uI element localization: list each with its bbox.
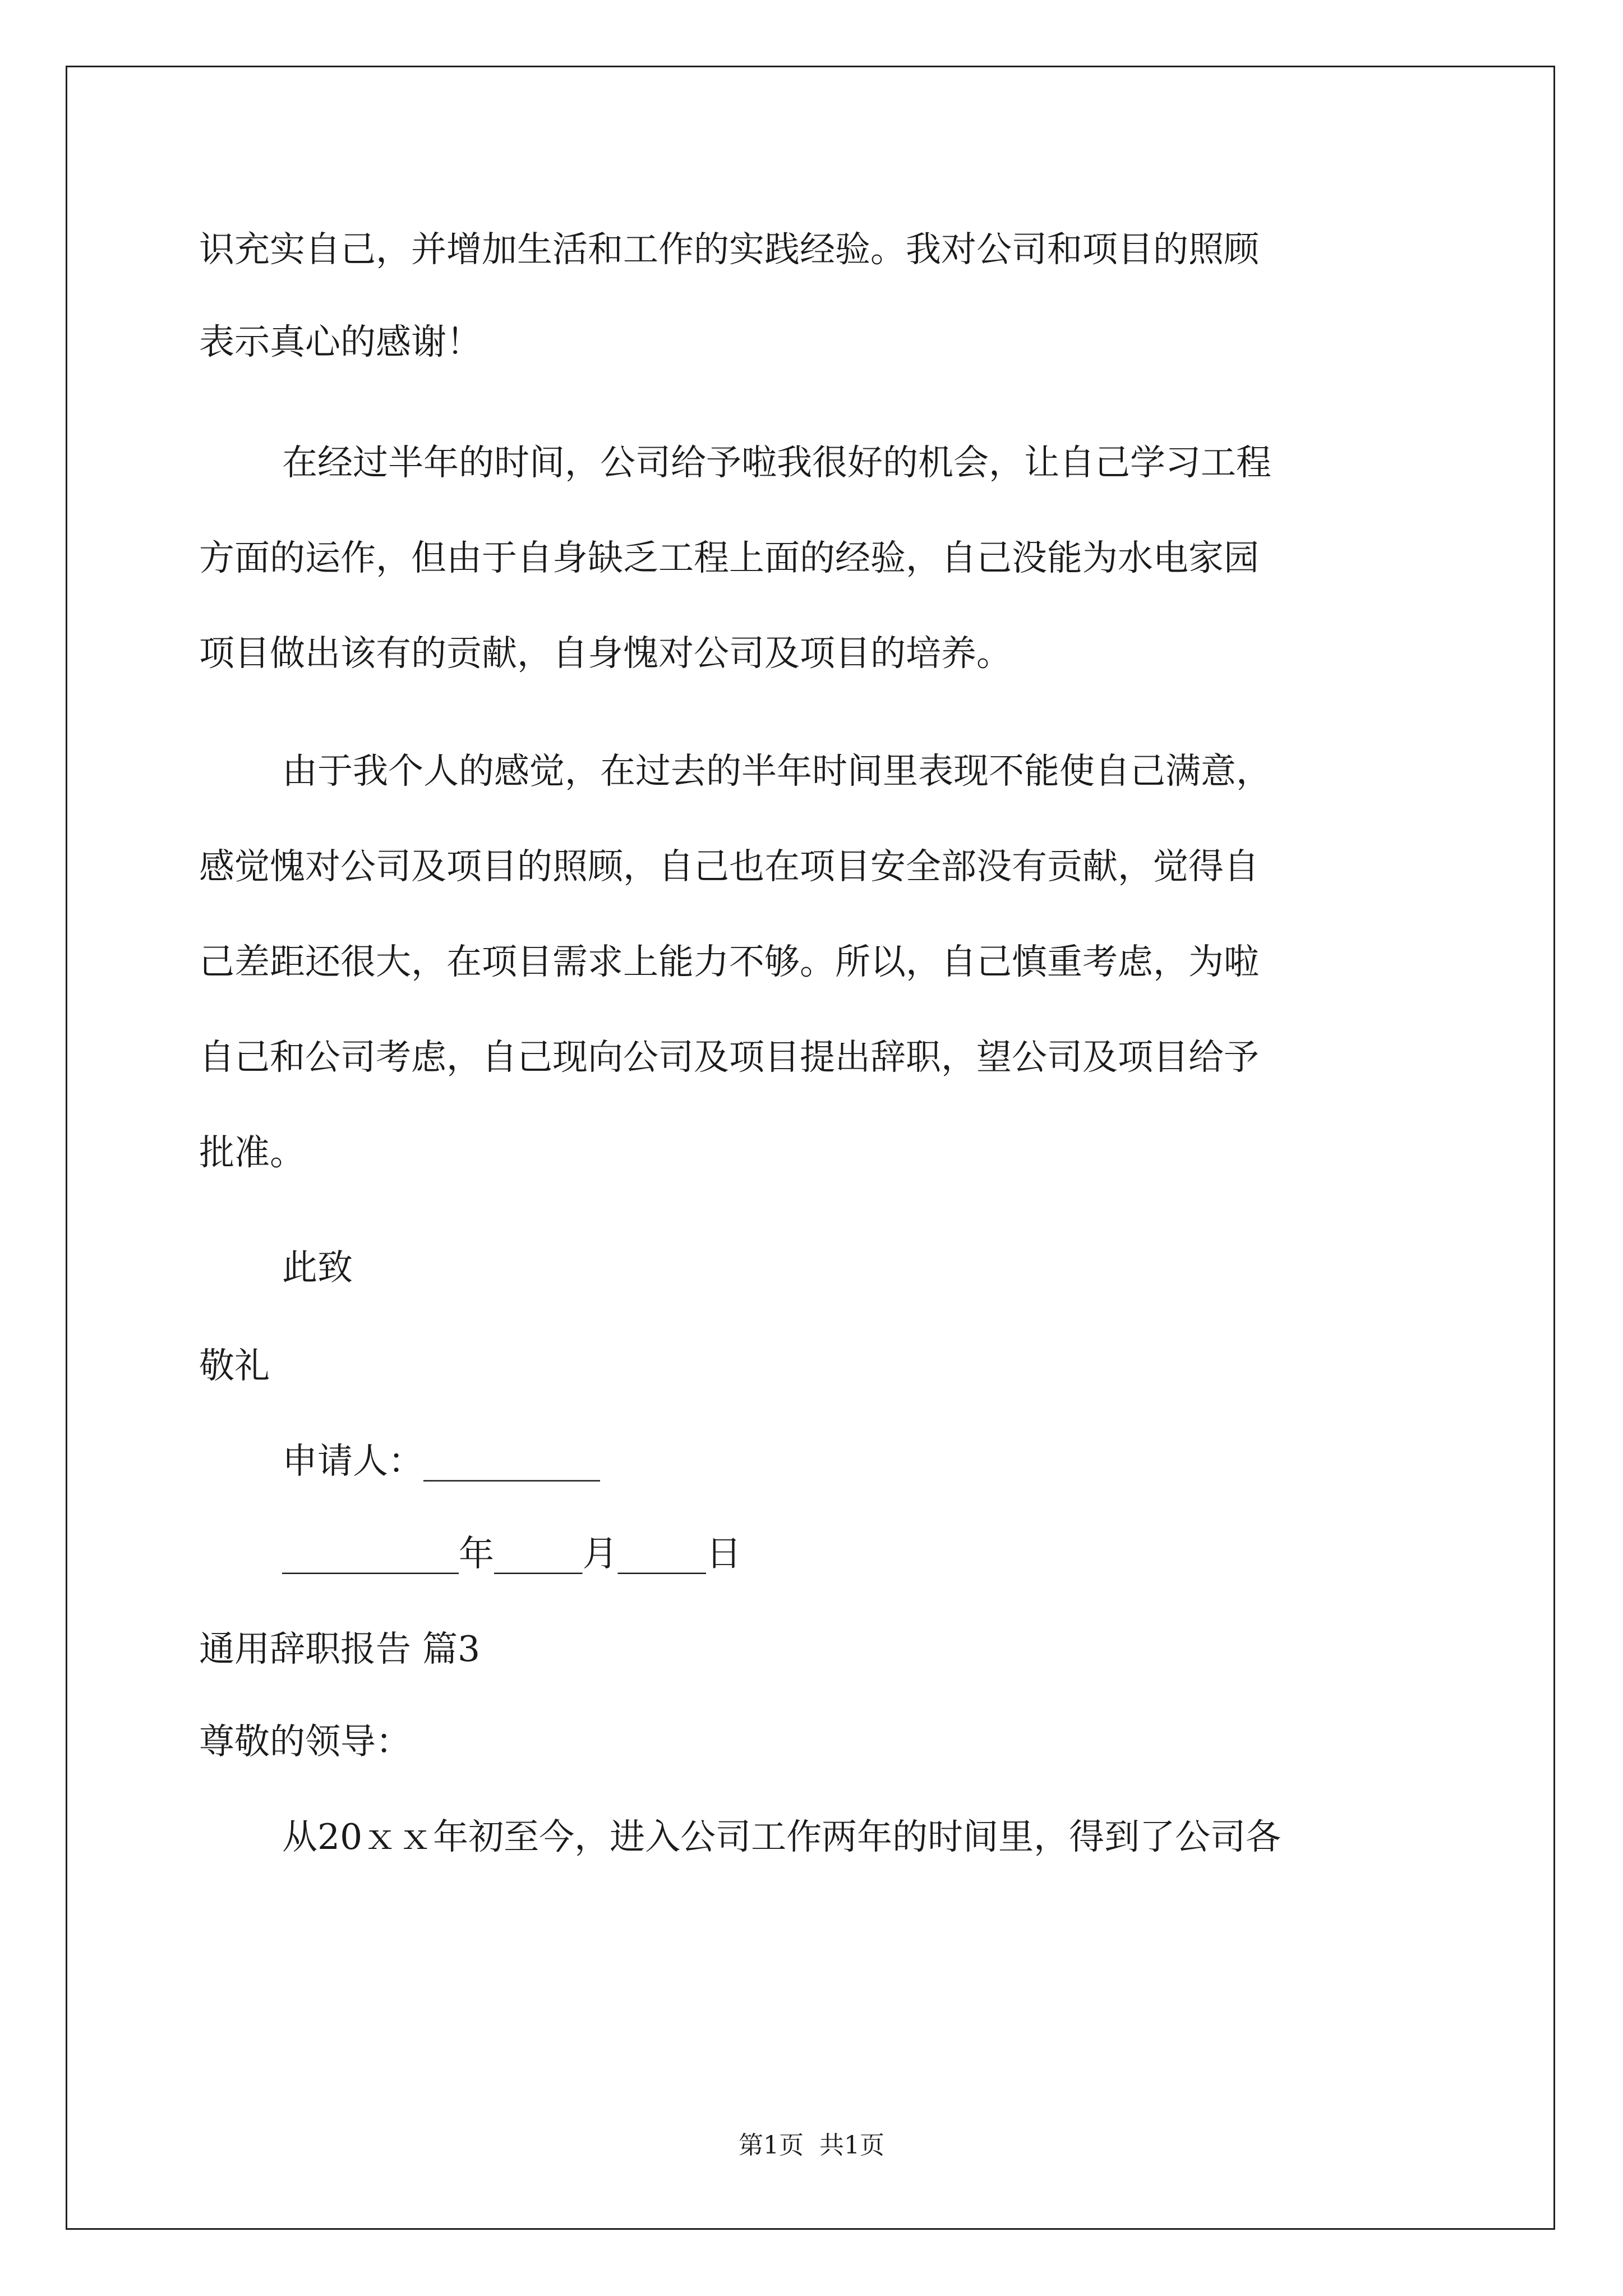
section-heading: 通用辞职报告 篇3: [199, 1628, 481, 1669]
applicant-signature-line: 申请人：__________: [282, 1441, 600, 1481]
paragraph-line-3: 在经过半年的时间，公司给予啦我很好的机会，让自己学习工程: [282, 442, 1271, 483]
paragraph-line-8: 己差距还很大，在项目需求上能力不够。所以，自己慎重考虑，为啦: [199, 941, 1259, 982]
date-line: __________年_____月_____日: [282, 1533, 741, 1574]
paragraph-line-10: 批准。: [199, 1132, 305, 1173]
closing-greeting: 此致: [282, 1247, 353, 1288]
paragraph-line-1: 识充实自己，并增加生活和工作的实践经验。我对公司和项目的照顾: [199, 229, 1259, 270]
salutation: 尊敬的领导：: [199, 1721, 411, 1762]
closing-salute: 敬礼: [199, 1345, 270, 1386]
paragraph-line-17: 从20ｘｘ年初至今，进入公司工作两年的时间里，得到了公司各: [282, 1816, 1281, 1857]
paragraph-line-2: 表示真心的感谢！: [199, 321, 482, 362]
paragraph-line-9: 自己和公司考虑，自己现向公司及项目提出辞职，望公司及项目给予: [199, 1037, 1259, 1078]
paragraph-line-7: 感觉愧对公司及项目的照顾，自己也在项目安全部没有贡献，觉得自: [199, 846, 1259, 887]
paragraph-line-5: 项目做出该有的贡献，自身愧对公司及项目的培养。: [199, 633, 1012, 674]
paragraph-line-4: 方面的运作，但由于自身缺乏工程上面的经验，自己没能为水电家园: [199, 537, 1259, 578]
paragraph-line-6: 由于我个人的感觉，在过去的半年时间里表现不能使自己满意，: [282, 751, 1271, 792]
page-number-footer: 第1页 共1页: [739, 2131, 884, 2160]
